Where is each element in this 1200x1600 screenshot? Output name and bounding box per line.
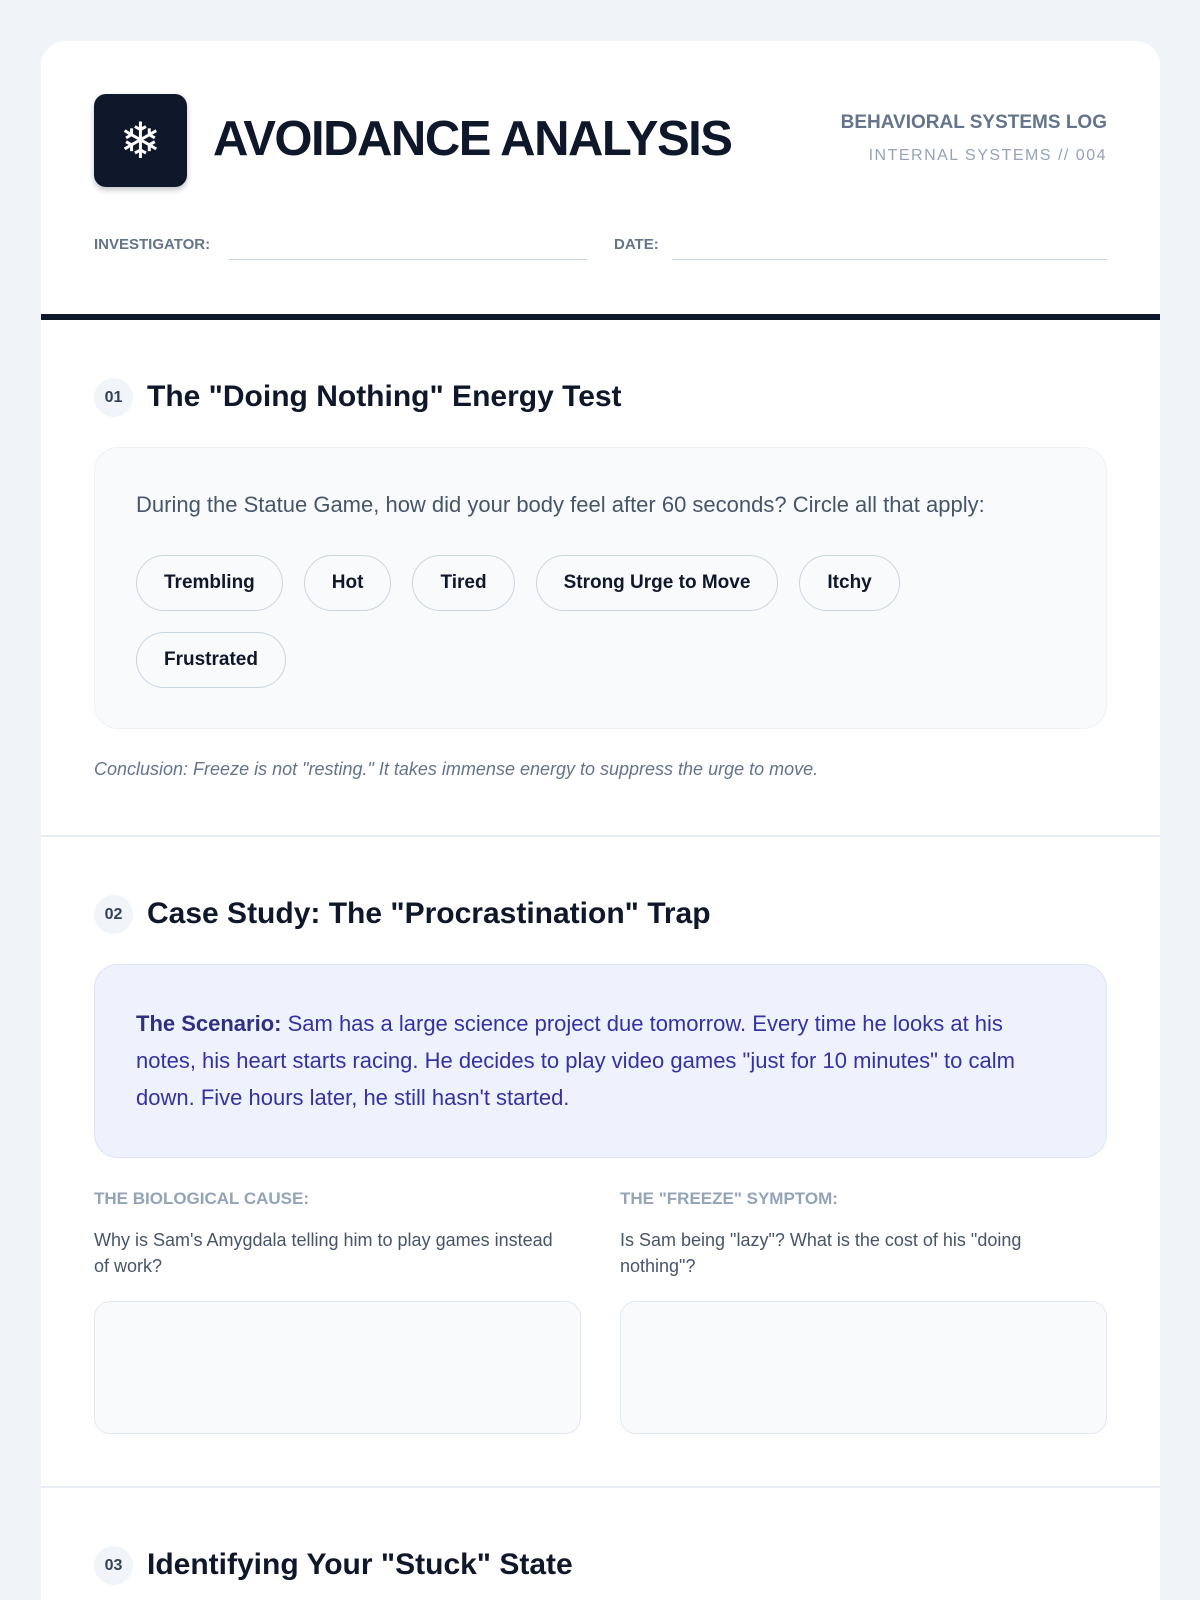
biological-cause-label: THE BIOLOGICAL CAUSE: [94,1189,310,1208]
date-label: DATE: [614,236,659,253]
chip-hot[interactable]: Hot [304,555,392,611]
section-divider [41,835,1160,837]
chip-tired[interactable]: Tired [412,555,514,611]
energy-test-box [94,447,1107,729]
section-title: The "Doing Nothing" Energy Test [147,380,622,413]
scenario-label: The Scenario: [136,1011,282,1036]
chip-itchy[interactable]: Itchy [799,555,899,611]
section-title: Case Study: The "Procrastination" Trap [147,897,711,930]
freeze-symptom-answer-box[interactable] [620,1301,1107,1434]
date-field[interactable] [672,259,1107,260]
freeze-symptom-question: Is Sam being "lazy"? What is the cost of his "doing nothing"? [620,1230,1022,1276]
freeze-symptom-label: THE "FREEZE" SYMPTOM: [620,1189,838,1208]
section-number: 02 [94,895,133,934]
section-title: Identifying Your "Stuck" State [147,1548,573,1581]
log-code: INTERNAL SYSTEMS // 004 [868,147,1107,164]
biological-cause-question: Why is Sam's Amygdala telling him to play games instead of work? [94,1230,553,1276]
scenario-box [94,964,1107,1158]
log-label: BEHAVIORAL SYSTEMS LOG [840,112,1107,133]
worksheet-card [41,41,1160,1600]
biological-cause-answer-box[interactable] [94,1301,581,1434]
snowflake-icon: ❄ [94,94,187,187]
investigator-field[interactable] [229,259,587,260]
section-divider [41,1486,1160,1488]
page-title: AVOIDANCE ANALYSIS [213,112,732,166]
chip-strong-urge-to-move[interactable]: Strong Urge to Move [536,555,779,611]
conclusion-text: Conclusion: Freeze is not "resting." It takes immense energy to suppress the urge to move. [94,759,819,779]
scenario-text: Sam has a large science project due tomorrow. Every time he looks at his notes, his heart starts racing. He decides to play video games "just for 10 minutes" to calm down. Five hours later, he still hasn't started. [136,1011,1015,1110]
header-divider [41,314,1160,320]
chip-frustrated[interactable]: Frustrated [136,632,286,688]
energy-test-prompt: During the Statue Game, how did your body feel after 60 seconds? Circle all that apply: [136,492,985,517]
symptom-chips [136,555,1066,688]
section-number: 01 [94,378,133,417]
chip-trembling[interactable]: Trembling [136,555,283,611]
section-number: 03 [94,1546,133,1585]
investigator-label: INVESTIGATOR: [94,236,211,253]
